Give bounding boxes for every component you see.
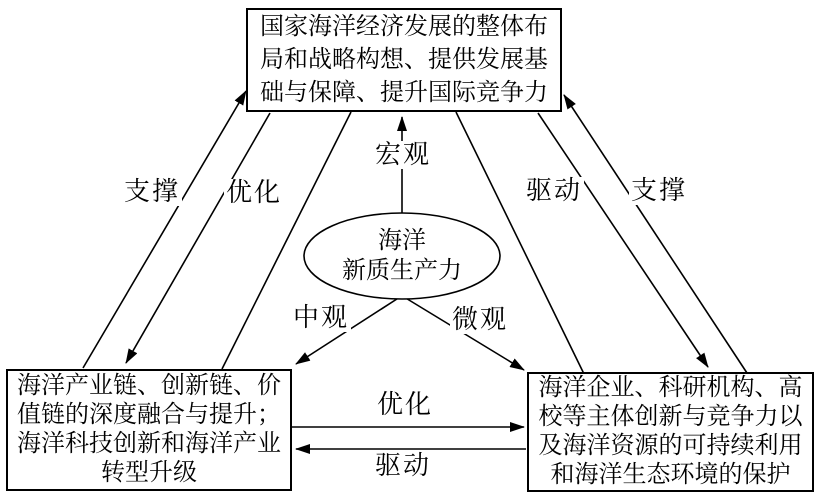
edge-label-optimize-left: 优化	[226, 178, 283, 207]
edge-label-meso: 中观	[293, 303, 350, 332]
edge-label-macro: 宏观	[375, 140, 432, 169]
node-bottom-left-box	[6, 369, 292, 491]
edge-label-support-left: 支撑	[124, 177, 181, 206]
edge-support-left-line	[83, 91, 246, 368]
node-text-line: 转型升级	[101, 460, 197, 486]
edge-label-drive-right: 驱动	[526, 176, 583, 205]
node-center-ellipse	[302, 218, 502, 294]
node-text-line: 础与保障、提升国际竞争力	[260, 79, 548, 106]
node-text-line: 新质生产力	[342, 258, 462, 284]
edge-support-right-line	[564, 95, 747, 373]
node-text-line: 值链的深度融合与提升；	[17, 402, 281, 428]
node-text-line: 国家海洋经济发展的整体布	[260, 13, 548, 40]
edge-drive-right-line	[538, 113, 708, 367]
node-text-line: 及海洋资源的可持续利用	[538, 433, 803, 459]
node-text-line: 海洋企业、科研机构、高	[538, 375, 803, 401]
node-text-line: 海洋科技创新和海洋产业	[17, 431, 281, 457]
edge-label-drive-between: 驱动	[375, 451, 432, 480]
edge-optimize-left-line	[126, 113, 270, 363]
node-top-box	[246, 8, 562, 112]
edge-label-micro: 微观	[452, 305, 509, 334]
node-bottom-right-box	[527, 372, 814, 492]
node-text-line: 和海洋生态环境的保护	[550, 462, 791, 488]
edge-label-support-right: 支撑	[631, 176, 688, 205]
edge-label-optimize-between: 优化	[377, 390, 434, 419]
node-text-line: 海洋	[378, 228, 426, 254]
node-text-line: 局和战略构想、提供发展基	[260, 46, 548, 73]
node-text-line: 校等主体创新与竞争力以	[538, 404, 803, 430]
node-text-line: 海洋产业链、创新链、价	[17, 373, 281, 399]
